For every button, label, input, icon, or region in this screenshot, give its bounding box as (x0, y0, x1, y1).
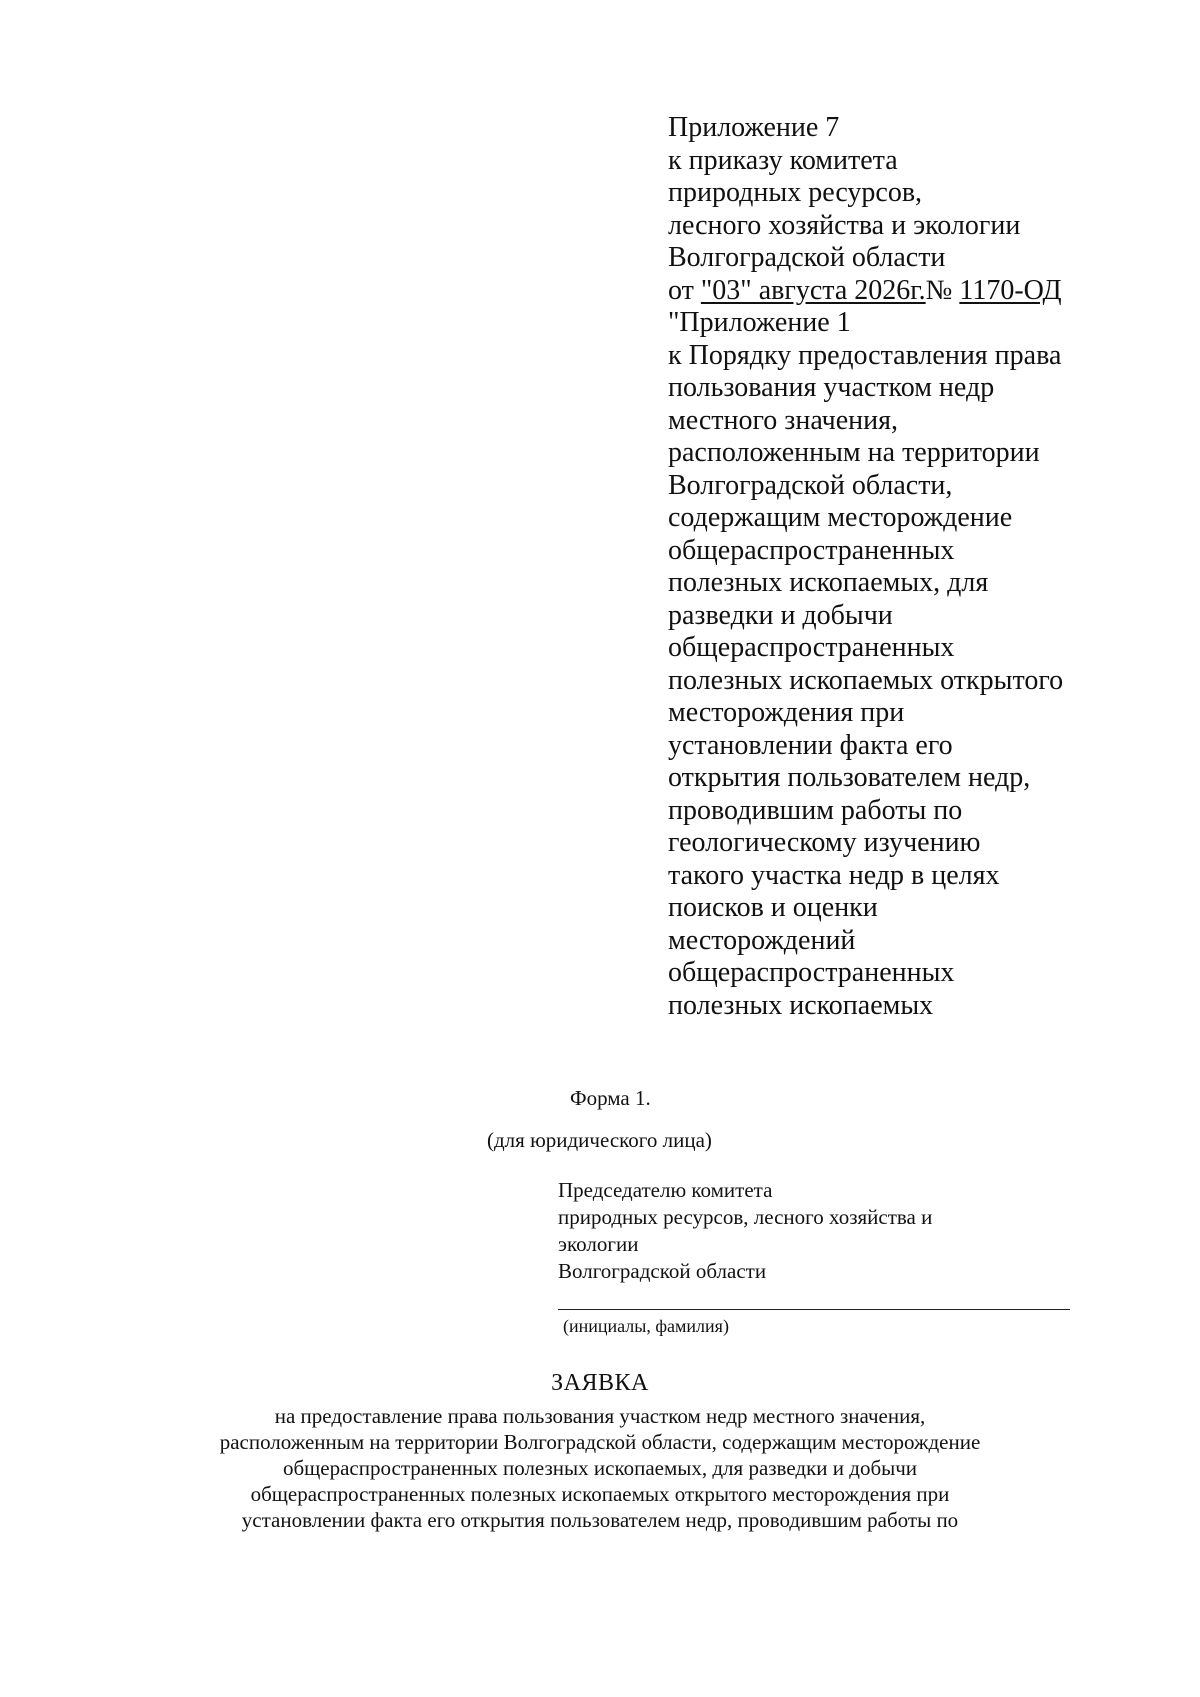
appendix-title: Приложение 7 (668, 112, 840, 143)
recipient-line: Волгоградской области (558, 1259, 767, 1283)
appendix-body-line: поисков и оценки (668, 892, 878, 923)
appendix-body-line: такого участка недр в целях (668, 859, 1000, 891)
appendix-body-line: "Приложение 1 (668, 307, 851, 338)
appendix-body-line: полезных ископаемых, для (668, 567, 989, 598)
request-line: общераспространенных полезных ископаемых открытого месторождения при (250, 1482, 950, 1506)
order-number-sign: № (925, 274, 960, 306)
recipient-line: экологии (558, 1232, 639, 1256)
request-title: ЗАЯВКА (551, 1370, 649, 1396)
appendix-body-line: полезных ископаемых (668, 989, 934, 1021)
appendix-body-line: общераспространенных (668, 534, 955, 566)
signature-caption: (инициалы, фамилия) (563, 1316, 729, 1336)
appendix-body-line: местного значения, (668, 404, 898, 436)
appendix-body-line: установлении факта его (668, 729, 953, 761)
request-description (130, 1403, 1070, 1533)
appendix-body-line: общераспространенных (668, 632, 955, 663)
signature-line (558, 1309, 1070, 1310)
appendix-line: к приказу комитета (668, 144, 898, 176)
appendix-body-line: Волгоградской области, (668, 469, 953, 501)
appendix-body-line: открытия пользователем недр, (668, 762, 1031, 793)
recipient-line: Председателю комитета (558, 1178, 773, 1202)
recipient-block (558, 1177, 1058, 1285)
appendix-body-line: содержащим месторождение (668, 502, 1013, 533)
appendix-body-line: общераспространенных (668, 957, 955, 988)
request-line: установлении факта его открытия пользователем недр, проводившим работы по (241, 1508, 959, 1532)
request-line: расположенным на территории Волгоградской области, содержащим месторождение (219, 1430, 981, 1454)
request-line: общераспространенных полезных ископаемых, для разведки и добычи (282, 1456, 918, 1480)
appendix-body-line: разведки и добычи (668, 599, 893, 631)
appendix-header (668, 112, 1088, 1022)
order-date-line (668, 275, 1088, 308)
entity-type-label: (для юридического лица) (487, 1128, 712, 1152)
appendix-body-line: к Порядку предоставления права (668, 339, 1062, 371)
appendix-body-line: пользования участком недр (668, 372, 995, 403)
order-date-prefix: от (668, 274, 701, 306)
recipient-line: природных ресурсов, лесного хозяйства и (558, 1205, 933, 1229)
appendix-body-line: проводившим работы по (668, 794, 963, 826)
appendix-line: Волгоградской области (668, 242, 946, 273)
appendix-body-line: полезных ископаемых открытого (668, 664, 1064, 696)
form-label: Форма 1. (570, 1086, 651, 1110)
request-line: на предоставление права пользования участком недр местного значения, (274, 1404, 926, 1428)
order-date: "03" августа 2026г. (700, 274, 926, 306)
appendix-line: лесного хозяйства и экологии (668, 209, 1021, 241)
appendix-line: природных ресурсов, (668, 177, 923, 208)
appendix-body-line: месторождения при (668, 697, 905, 728)
appendix-body-line: расположенным на территории (668, 437, 1040, 468)
appendix-body-line: месторождений (668, 924, 856, 956)
order-number: 1170-ОД (959, 274, 1062, 306)
appendix-body-line: геологическому изучению (668, 827, 981, 858)
